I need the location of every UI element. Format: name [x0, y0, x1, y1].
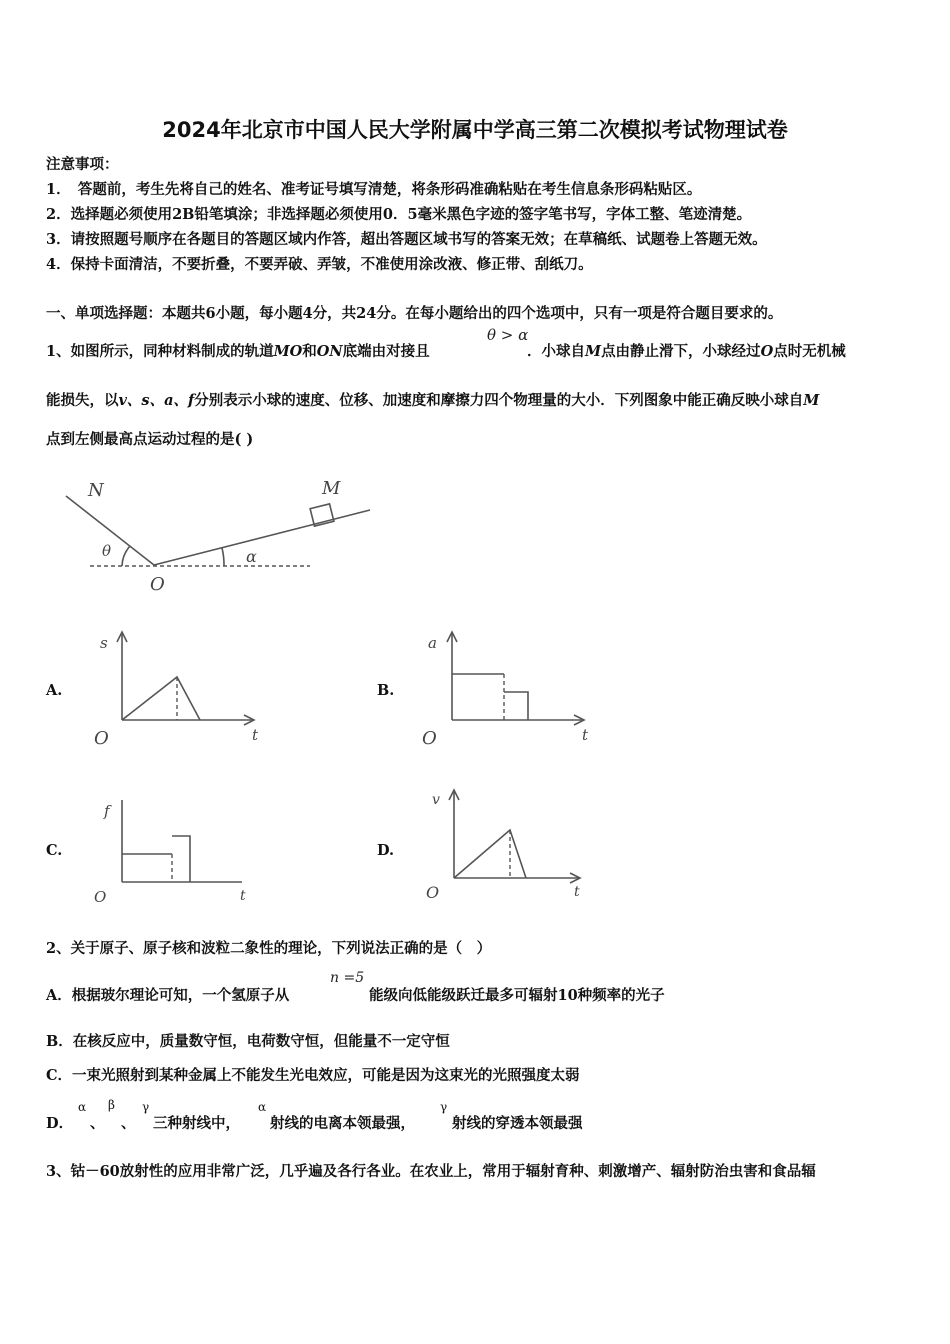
label-n: N	[88, 480, 104, 501]
option-d-label[interactable]: D.	[377, 842, 395, 859]
svg-text:O: O	[426, 883, 440, 902]
q2-option-d[interactable]: D．	[46, 1115, 74, 1132]
option-c-label[interactable]: C.	[46, 842, 63, 859]
a-segment-2	[504, 692, 528, 720]
svg-text:v: v	[432, 792, 440, 808]
svg-text:s: s	[100, 634, 108, 652]
section-heading: 一、单项选择题：本题共6小题，每小题4分，共24分。在每小题给出的四个选项中，只有一项是符合题目要求的。	[46, 305, 783, 322]
s-t-curve	[122, 677, 200, 720]
q2-option-d-text1: 三种射线中，	[153, 1115, 240, 1132]
q1-line1: 1、如图所示，同种材料制成的轨道MO和ON底端由对接且	[46, 343, 430, 360]
svg-text:t: t	[252, 726, 259, 744]
svg-text:t: t	[582, 726, 589, 744]
v-t-curve	[454, 830, 526, 878]
option-d-graph	[420, 784, 600, 904]
alpha-arc	[222, 548, 224, 566]
gamma-symbol: γ	[142, 1100, 150, 1114]
option-c-graph	[92, 792, 272, 912]
alpha-symbol: α	[78, 1100, 87, 1114]
svg-text:a: a	[428, 634, 437, 652]
q2-option-a-cont: 能级向低能级跃迁最多可辐射10种频率的光子	[369, 987, 665, 1004]
notice-item-2: 2．选择题必须使用2B铅笔填涂；非选择题必须使用0．5毫米黑色字迹的签字笔书写，字体工整、笔迹清楚。	[46, 206, 752, 223]
svg-text:O: O	[422, 728, 437, 749]
svg-text:t: t	[240, 888, 246, 904]
q2-stem: 2、关于原子、原子核和波粒二象性的理论，下列说法正确的是（ ）	[46, 940, 492, 957]
track-om	[154, 510, 370, 565]
option-b-label[interactable]: B.	[377, 682, 395, 699]
notice-item-3: 3．请按照题号顺序在各题目的答题区域内作答，超出答题区域书写的答案无效；在草稿纸、试题卷上答题无效。	[46, 231, 767, 248]
notice-heading: 注意事项：	[46, 156, 119, 173]
q2-option-d-text3: 射线的穿透本领最强	[452, 1115, 583, 1132]
label-alpha: α	[246, 547, 257, 566]
q1-line3: 点到左侧最高点运动过程的是( )	[46, 431, 254, 448]
notice-item-4: 4．保持卡面清洁，不要折叠，不要弄破、弄皱，不准使用涂改液、修正带、刮纸刀。	[46, 256, 593, 273]
q2-option-d-text2: 射线的电离本领最强，	[270, 1115, 415, 1132]
label-theta: θ	[102, 542, 112, 560]
q2-n-value: n =5	[330, 970, 365, 986]
q1-line1-cont: ．小球自M点由静止滑下，小球经过O点时无机械	[527, 343, 846, 360]
track-figure	[60, 470, 390, 600]
theta-arc	[122, 546, 130, 566]
label-o: O	[150, 574, 165, 595]
q3-text: 3、钴－60放射性的应用非常广泛，几乎遍及各行各业。在农业上，常用于辐射育种、刺激增产、辐射防治虫害和食品辐	[46, 1163, 816, 1180]
svg-text:O: O	[94, 728, 109, 749]
svg-text:f: f	[104, 802, 110, 820]
label-m: M	[322, 478, 341, 499]
beta-symbol: β	[108, 1098, 115, 1112]
notice-item-1: 1． 答题前，考生先将自己的姓名、准考证号填写清楚，将条形码准确粘贴在考生信息条形码粘贴区。	[46, 181, 702, 198]
option-b-graph	[420, 628, 600, 748]
svg-text:t: t	[574, 884, 580, 900]
page-title: 2024年北京市中国人民大学附属中学高三第二次模拟考试物理试卷	[162, 118, 788, 142]
q1-line2: 能损失，以v、s、a、f分别表示小球的速度、位移、加速度和摩擦力四个物理量的大小．下列图象中能正确反映小球自M	[46, 392, 820, 409]
q2-option-b[interactable]: B．在核反应中，质量数守恒，电荷数守恒，但能量不一定守恒	[46, 1033, 450, 1050]
q1-condition: θ > α	[487, 326, 529, 344]
f-segment-2	[172, 836, 190, 882]
svg-text:O: O	[94, 888, 107, 906]
option-a-label[interactable]: A.	[46, 682, 63, 699]
q2-option-a[interactable]: A．根据玻尔理论可知，一个氢原子从	[46, 987, 290, 1004]
option-a-graph	[92, 628, 272, 748]
q2-option-c[interactable]: C．一束光照射到某种金属上不能发生光电效应，可能是因为这束光的光照强度太弱	[46, 1067, 580, 1084]
